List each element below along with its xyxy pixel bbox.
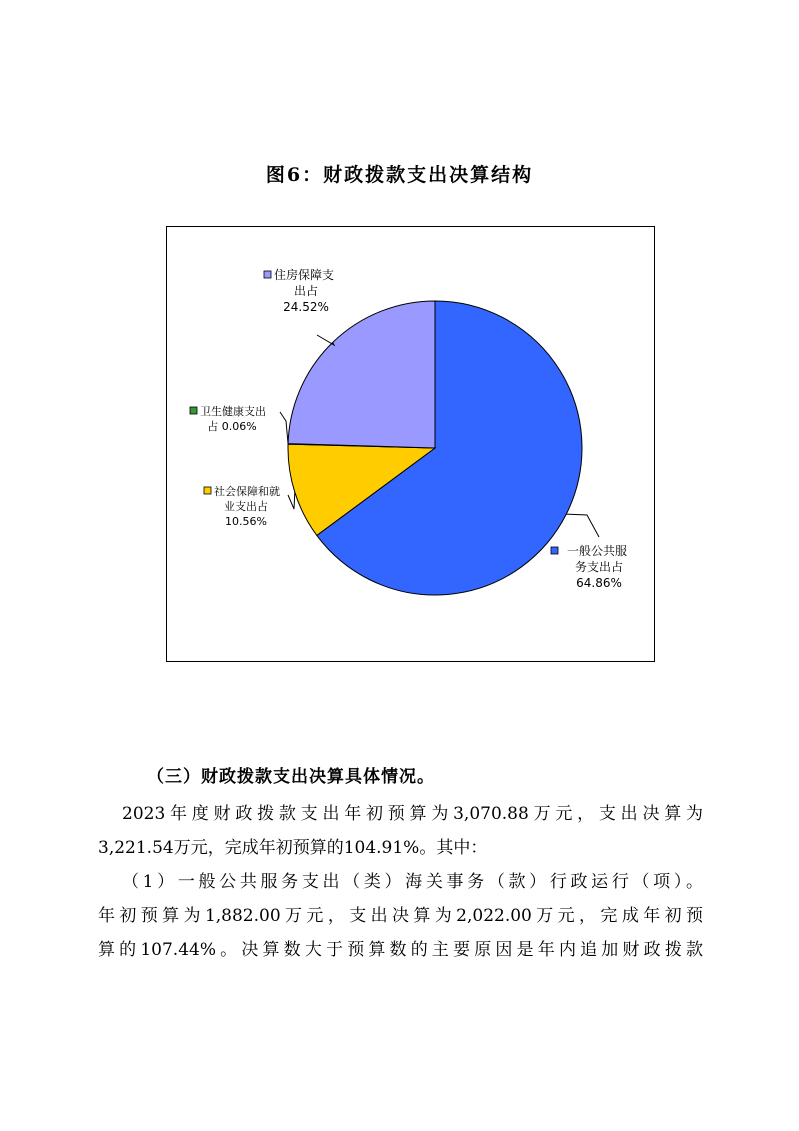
paragraph-line: 算的107.44%。决算数大于预算数的主要原因是年内追加财政拨款: [98, 940, 703, 960]
paragraph-line: （1）一般公共服务支出（类）海关事务（款）行政运行（项）。: [122, 872, 703, 892]
slice-category-label: 务支出占: [574, 560, 624, 574]
paragraph-line: 2023年度财政拨款支出年初预算为3,070.88万元，支出决算为: [122, 804, 703, 824]
slice-value-label: 24.52%: [283, 300, 329, 314]
legend-swatch: [204, 487, 211, 494]
figure-title: 图6：财政拨款支出决算结构: [265, 164, 534, 186]
slice-category-label: 出占: [293, 284, 319, 298]
paragraph-budget-summary: [98, 797, 703, 865]
slice-category-label: 业支出占: [224, 500, 268, 513]
section-heading: （三）财政拨款支出决算具体情况。: [147, 767, 435, 787]
leader-line: [280, 412, 288, 444]
leader-line: [288, 492, 295, 509]
slice-category-label: 卫生健康支出: [200, 405, 266, 418]
legend-swatch: [551, 547, 558, 554]
leader-line: [317, 335, 334, 345]
slice-value-label: 10.56%: [225, 515, 267, 528]
slice-value-label: 64.86%: [576, 576, 622, 590]
slice-category-label: 社会保障和就: [214, 485, 280, 498]
paragraph-line: 年初预算为1,882.00万元，支出决算为2,022.00万元，完成年初预: [98, 906, 703, 926]
slice-category-label: 一般公共服: [567, 544, 628, 558]
paragraph-line: 3,221.54万元，完成年初预算的104.91%。其中：: [98, 838, 488, 858]
slice-category-label: 占 0.06%: [207, 420, 257, 433]
legend-swatch: [190, 407, 197, 414]
legend-swatch: [264, 271, 271, 278]
pie-slice: [288, 301, 435, 448]
pie-chart-frame: [166, 226, 655, 662]
pie-chart: [167, 227, 656, 663]
slice-category-label: 住房保障支: [274, 268, 335, 282]
paragraph-general-public-services: [98, 865, 703, 967]
leader-line: [566, 514, 599, 537]
